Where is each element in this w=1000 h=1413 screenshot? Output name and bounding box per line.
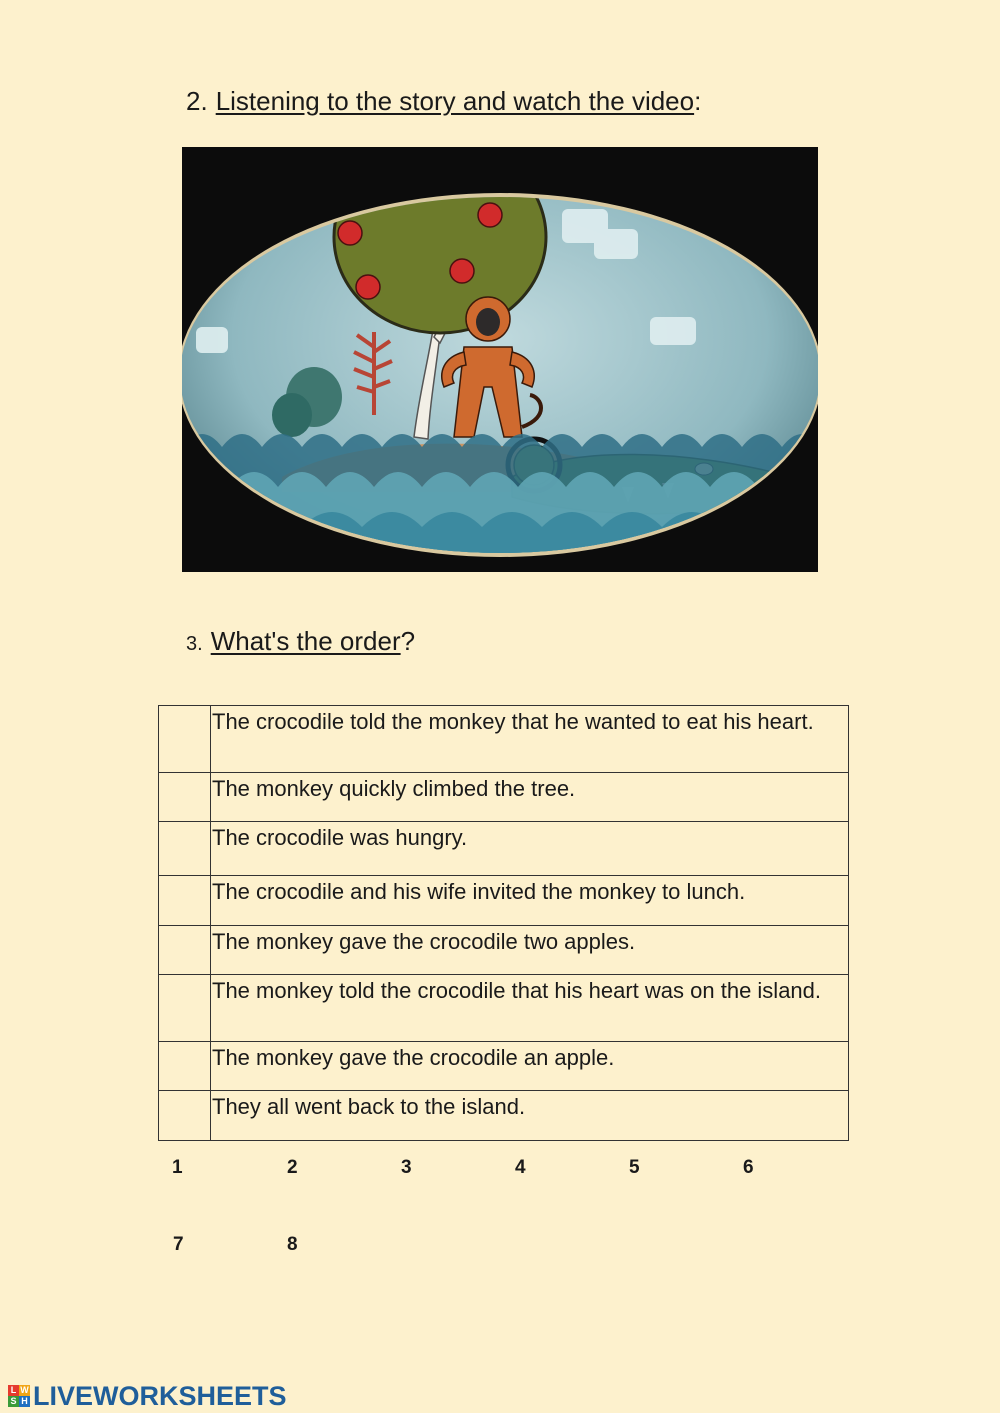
- answer-number: 1: [172, 1157, 183, 1178]
- table-row: [159, 1091, 849, 1141]
- section-2-title: Listening to the story and watch the video: [215, 86, 695, 116]
- section-2-number: 2.: [186, 86, 208, 116]
- sentence-cell: The monkey told the crocodile that his heart was on the island.: [211, 975, 849, 1042]
- sentence-cell: The crocodile told the monkey that he wanted to eat his heart.: [211, 706, 849, 773]
- section-2-suffix: :: [694, 86, 702, 116]
- answer-number: 7: [173, 1234, 184, 1255]
- sentence-cell: They all went back to the island.: [211, 1091, 849, 1141]
- section-3-title: What's the order: [210, 626, 401, 656]
- order-answer-slot[interactable]: [159, 1042, 211, 1091]
- answer-number: 8: [287, 1234, 298, 1255]
- table-row: [159, 876, 849, 926]
- order-answer-slot[interactable]: [159, 876, 211, 926]
- monkey-crocodile-picture: [182, 147, 818, 572]
- liveworksheets-mark-icon: L W S H: [8, 1385, 30, 1407]
- section-3-number: 3.: [186, 633, 203, 655]
- table-row: [159, 773, 849, 822]
- sentence-cell: The monkey gave the crocodile an apple.: [211, 1042, 849, 1091]
- sentence-cell: The monkey gave the crocodile two apples.: [211, 926, 849, 975]
- table-row: [159, 822, 849, 876]
- story-video-illustration[interactable]: [182, 147, 818, 572]
- section-3-suffix: ?: [400, 626, 416, 656]
- order-answer-slot[interactable]: [159, 975, 211, 1042]
- answer-number: 4: [515, 1157, 526, 1178]
- section-2-heading: [186, 86, 701, 116]
- section-3-heading: [186, 626, 415, 659]
- sentence-cell: The crocodile was hungry.: [211, 822, 849, 876]
- table-row: [159, 706, 849, 773]
- answer-number: 5: [629, 1157, 640, 1178]
- answer-number: 3: [401, 1157, 412, 1178]
- order-answer-slot[interactable]: [159, 773, 211, 822]
- table-row: [159, 1042, 849, 1091]
- sentence-cell: The monkey quickly climbed the tree.: [211, 773, 849, 822]
- order-answer-slot[interactable]: [159, 926, 211, 975]
- table-row: [159, 975, 849, 1042]
- order-answer-slot[interactable]: [159, 706, 211, 773]
- answer-number: 6: [743, 1157, 754, 1178]
- brand-name: LIVEWORKSHEETS: [33, 1380, 287, 1411]
- answer-number: 2: [287, 1157, 298, 1178]
- liveworksheets-logo[interactable]: [8, 1381, 287, 1411]
- table-row: [159, 926, 849, 975]
- sentence-cell: The crocodile and his wife invited the monkey to lunch.: [211, 876, 849, 926]
- order-answer-slot[interactable]: [159, 822, 211, 876]
- order-answer-slot[interactable]: [159, 1091, 211, 1141]
- order-table: [158, 705, 849, 1141]
